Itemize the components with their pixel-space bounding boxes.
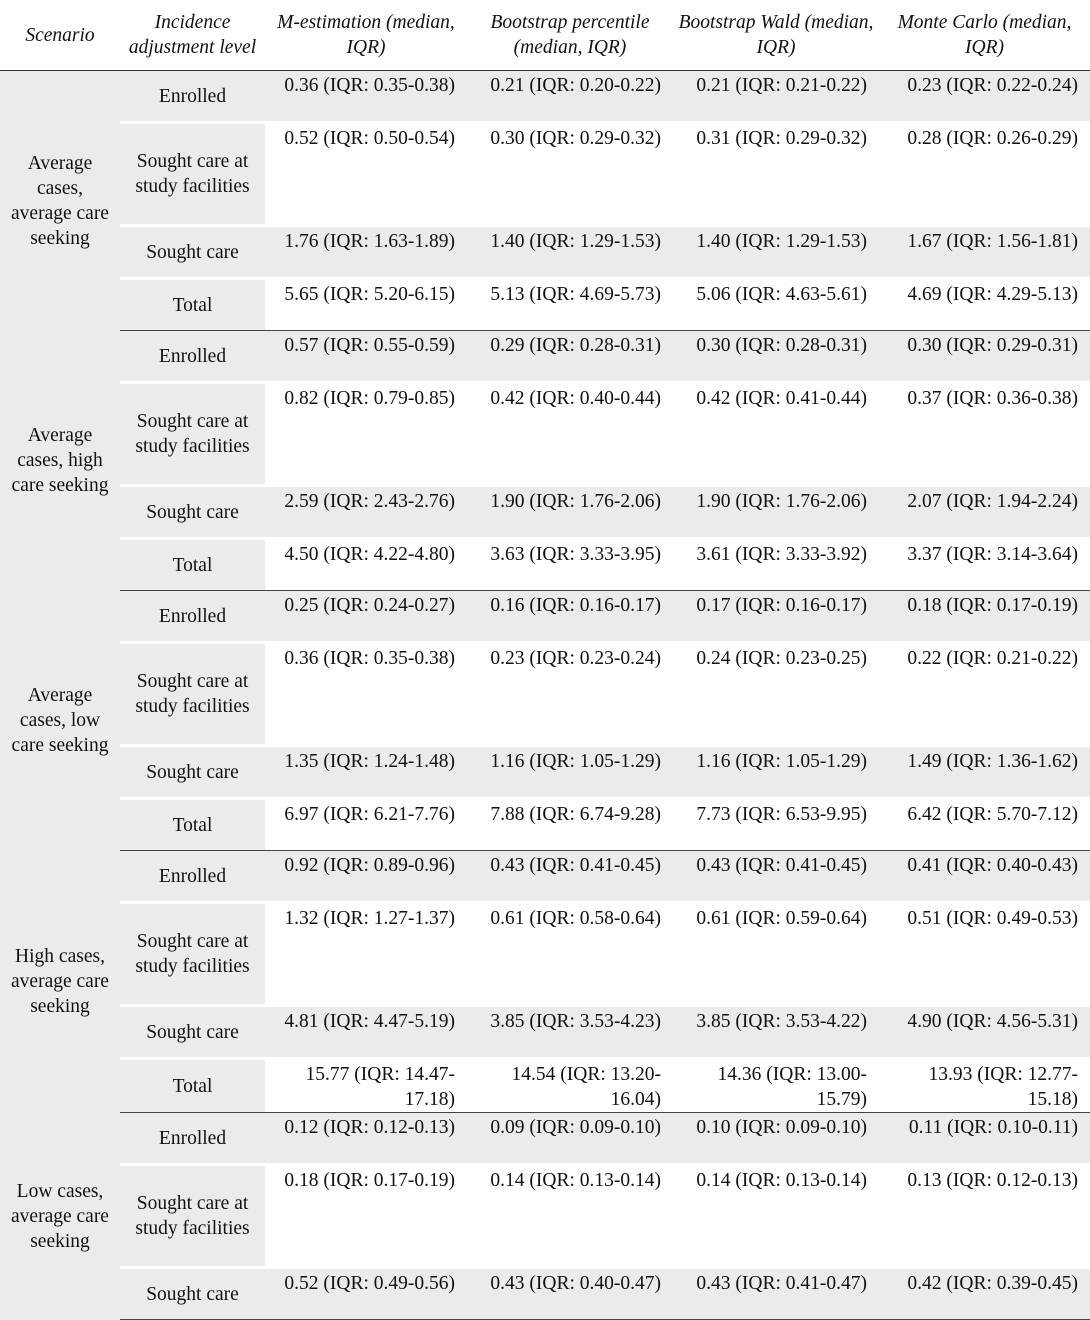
level-cell: Enrolled	[120, 1113, 265, 1165]
bootstrap-wald-cell: 0.10 (IQR: 0.09-0.10)	[673, 1113, 879, 1165]
m-estimation-cell: 6.97 (IQR: 6.21-7.76)	[265, 799, 467, 851]
bootstrap-percentile-cell: 7.88 (IQR: 6.74-9.28)	[467, 799, 673, 851]
level-cell: Sought care	[120, 486, 265, 539]
bootstrap-wald-cell: 3.61 (IQR: 3.33-3.92)	[673, 539, 879, 591]
table-row	[0, 226, 1090, 279]
bootstrap-wald-cell: 1.90 (IQR: 1.76-2.06)	[673, 486, 879, 539]
table-row	[0, 539, 1090, 591]
level-cell: Sought care	[120, 1268, 265, 1320]
bootstrap-percentile-cell: 0.23 (IQR: 0.23-0.24)	[467, 643, 673, 746]
bootstrap-percentile-cell: 14.54 (IQR: 13.20-16.04)	[467, 1059, 673, 1113]
monte-carlo-cell: 6.42 (IQR: 5.70-7.12)	[879, 799, 1090, 851]
level-cell: Total	[120, 279, 265, 331]
table-row	[0, 799, 1090, 851]
m-estimation-cell: 0.12 (IQR: 0.12-0.13)	[265, 1113, 467, 1165]
col-header-monte-carlo: Monte Carlo (median, IQR)	[879, 0, 1090, 71]
table-row	[0, 1113, 1090, 1165]
bootstrap-wald-cell: 1.40 (IQR: 1.29-1.53)	[673, 226, 879, 279]
bootstrap-wald-cell: 0.17 (IQR: 0.16-0.17)	[673, 591, 879, 643]
level-cell: Sought care at study facilities	[120, 383, 265, 486]
bootstrap-percentile-cell: 0.43 (IQR: 0.40-0.47)	[467, 1268, 673, 1320]
table-row	[0, 1268, 1090, 1320]
bootstrap-wald-cell: 0.43 (IQR: 0.41-0.47)	[673, 1268, 879, 1320]
bootstrap-percentile-cell: 3.85 (IQR: 3.53-4.23)	[467, 1006, 673, 1059]
m-estimation-cell: 0.25 (IQR: 0.24-0.27)	[265, 591, 467, 643]
m-estimation-cell: 1.76 (IQR: 1.63-1.89)	[265, 226, 467, 279]
level-cell: Sought care	[120, 746, 265, 799]
bootstrap-wald-cell: 0.43 (IQR: 0.41-0.45)	[673, 851, 879, 903]
monte-carlo-cell: 0.51 (IQR: 0.49-0.53)	[879, 903, 1090, 1006]
bootstrap-wald-cell: 0.31 (IQR: 0.29-0.32)	[673, 123, 879, 226]
level-cell: Enrolled	[120, 591, 265, 643]
scenario-cell: Average cases, average care seeking	[0, 71, 120, 331]
monte-carlo-cell: 0.13 (IQR: 0.12-0.13)	[879, 1165, 1090, 1268]
bootstrap-percentile-cell: 0.21 (IQR: 0.20-0.22)	[467, 71, 673, 123]
table-row	[0, 383, 1090, 486]
monte-carlo-cell: 0.28 (IQR: 0.26-0.29)	[879, 123, 1090, 226]
table-body	[0, 71, 1090, 1320]
monte-carlo-cell: 3.37 (IQR: 3.14-3.64)	[879, 539, 1090, 591]
bootstrap-percentile-cell: 0.43 (IQR: 0.41-0.45)	[467, 851, 673, 903]
scenario-cell: High cases, average care seeking	[0, 851, 120, 1113]
monte-carlo-cell: 0.18 (IQR: 0.17-0.19)	[879, 591, 1090, 643]
bootstrap-wald-cell: 0.61 (IQR: 0.59-0.64)	[673, 903, 879, 1006]
header-row	[0, 0, 1090, 71]
bootstrap-wald-cell: 0.21 (IQR: 0.21-0.22)	[673, 71, 879, 123]
bootstrap-wald-cell: 1.16 (IQR: 1.05-1.29)	[673, 746, 879, 799]
table-row	[0, 279, 1090, 331]
bootstrap-wald-cell: 0.30 (IQR: 0.28-0.31)	[673, 331, 879, 383]
table-row	[0, 746, 1090, 799]
monte-carlo-cell: 1.49 (IQR: 1.36-1.62)	[879, 746, 1090, 799]
m-estimation-cell: 2.59 (IQR: 2.43-2.76)	[265, 486, 467, 539]
table-row	[0, 123, 1090, 226]
bootstrap-percentile-cell: 0.30 (IQR: 0.29-0.32)	[467, 123, 673, 226]
level-cell: Total	[120, 1059, 265, 1113]
bootstrap-percentile-cell: 0.09 (IQR: 0.09-0.10)	[467, 1113, 673, 1165]
col-header-bootstrap-percentile: Bootstrap percentile (median, IQR)	[467, 0, 673, 71]
m-estimation-cell: 5.65 (IQR: 5.20-6.15)	[265, 279, 467, 331]
monte-carlo-cell: 0.41 (IQR: 0.40-0.43)	[879, 851, 1090, 903]
m-estimation-cell: 1.32 (IQR: 1.27-1.37)	[265, 903, 467, 1006]
monte-carlo-cell: 0.42 (IQR: 0.39-0.45)	[879, 1268, 1090, 1320]
scenario-cell: Average cases, low care seeking	[0, 591, 120, 851]
m-estimation-cell: 0.57 (IQR: 0.55-0.59)	[265, 331, 467, 383]
bootstrap-wald-cell: 0.42 (IQR: 0.41-0.44)	[673, 383, 879, 486]
table-row	[0, 643, 1090, 746]
bootstrap-wald-cell: 7.73 (IQR: 6.53-9.95)	[673, 799, 879, 851]
monte-carlo-cell: 0.37 (IQR: 0.36-0.38)	[879, 383, 1090, 486]
table-row	[0, 591, 1090, 643]
level-cell: Sought care at study facilities	[120, 1165, 265, 1268]
bootstrap-wald-cell: 3.85 (IQR: 3.53-4.22)	[673, 1006, 879, 1059]
monte-carlo-cell: 0.23 (IQR: 0.22-0.24)	[879, 71, 1090, 123]
bootstrap-percentile-cell: 0.16 (IQR: 0.16-0.17)	[467, 591, 673, 643]
bootstrap-percentile-cell: 5.13 (IQR: 4.69-5.73)	[467, 279, 673, 331]
bootstrap-wald-cell: 0.24 (IQR: 0.23-0.25)	[673, 643, 879, 746]
bootstrap-wald-cell: 5.06 (IQR: 4.63-5.61)	[673, 279, 879, 331]
scenario-cell: Average cases, high care seeking	[0, 331, 120, 591]
monte-carlo-cell: 0.22 (IQR: 0.21-0.22)	[879, 643, 1090, 746]
level-cell: Sought care	[120, 1006, 265, 1059]
bootstrap-percentile-cell: 0.14 (IQR: 0.13-0.14)	[467, 1165, 673, 1268]
level-cell: Sought care at study facilities	[120, 643, 265, 746]
col-header-m-estimation: M-estimation (median, IQR)	[265, 0, 467, 71]
table-row	[0, 903, 1090, 1006]
bootstrap-percentile-cell: 0.61 (IQR: 0.58-0.64)	[467, 903, 673, 1006]
scenario-cell: Low cases, average care seeking	[0, 1113, 120, 1320]
bootstrap-percentile-cell: 3.63 (IQR: 3.33-3.95)	[467, 539, 673, 591]
table-row	[0, 331, 1090, 383]
table-row	[0, 486, 1090, 539]
level-cell: Total	[120, 539, 265, 591]
m-estimation-cell: 0.36 (IQR: 0.35-0.38)	[265, 643, 467, 746]
table-row	[0, 1059, 1090, 1113]
monte-carlo-cell: 0.11 (IQR: 0.10-0.11)	[879, 1113, 1090, 1165]
m-estimation-cell: 1.35 (IQR: 1.24-1.48)	[265, 746, 467, 799]
level-cell: Enrolled	[120, 71, 265, 123]
m-estimation-cell: 0.52 (IQR: 0.50-0.54)	[265, 123, 467, 226]
bootstrap-percentile-cell: 0.29 (IQR: 0.28-0.31)	[467, 331, 673, 383]
monte-carlo-cell: 4.69 (IQR: 4.29-5.13)	[879, 279, 1090, 331]
monte-carlo-cell: 0.30 (IQR: 0.29-0.31)	[879, 331, 1090, 383]
table-row	[0, 1165, 1090, 1268]
bootstrap-percentile-cell: 0.42 (IQR: 0.40-0.44)	[467, 383, 673, 486]
bootstrap-wald-cell: 14.36 (IQR: 13.00-15.79)	[673, 1059, 879, 1113]
bootstrap-percentile-cell: 1.16 (IQR: 1.05-1.29)	[467, 746, 673, 799]
bootstrap-percentile-cell: 1.90 (IQR: 1.76-2.06)	[467, 486, 673, 539]
level-cell: Total	[120, 799, 265, 851]
m-estimation-cell: 4.81 (IQR: 4.47-5.19)	[265, 1006, 467, 1059]
level-cell: Enrolled	[120, 851, 265, 903]
monte-carlo-cell: 1.67 (IQR: 1.56-1.81)	[879, 226, 1090, 279]
m-estimation-cell: 4.50 (IQR: 4.22-4.80)	[265, 539, 467, 591]
table-row	[0, 71, 1090, 123]
m-estimation-cell: 0.82 (IQR: 0.79-0.85)	[265, 383, 467, 486]
m-estimation-cell: 0.18 (IQR: 0.17-0.19)	[265, 1165, 467, 1268]
level-cell: Sought care	[120, 226, 265, 279]
monte-carlo-cell: 13.93 (IQR: 12.77-15.18)	[879, 1059, 1090, 1113]
col-header-scenario: Scenario	[0, 0, 120, 71]
col-header-level: Incidence adjustment level	[120, 0, 265, 71]
m-estimation-cell: 0.92 (IQR: 0.89-0.96)	[265, 851, 467, 903]
monte-carlo-cell: 4.90 (IQR: 4.56-5.31)	[879, 1006, 1090, 1059]
col-header-bootstrap-wald: Bootstrap Wald (median, IQR)	[673, 0, 879, 71]
table-row	[0, 1006, 1090, 1059]
bootstrap-wald-cell: 0.14 (IQR: 0.13-0.14)	[673, 1165, 879, 1268]
bootstrap-percentile-cell: 1.40 (IQR: 1.29-1.53)	[467, 226, 673, 279]
monte-carlo-cell: 2.07 (IQR: 1.94-2.24)	[879, 486, 1090, 539]
level-cell: Sought care at study facilities	[120, 123, 265, 226]
level-cell: Enrolled	[120, 331, 265, 383]
level-cell: Sought care at study facilities	[120, 903, 265, 1006]
m-estimation-cell: 0.36 (IQR: 0.35-0.38)	[265, 71, 467, 123]
m-estimation-cell: 0.52 (IQR: 0.49-0.56)	[265, 1268, 467, 1320]
m-estimation-cell: 15.77 (IQR: 14.47-17.18)	[265, 1059, 467, 1113]
table-row	[0, 851, 1090, 903]
